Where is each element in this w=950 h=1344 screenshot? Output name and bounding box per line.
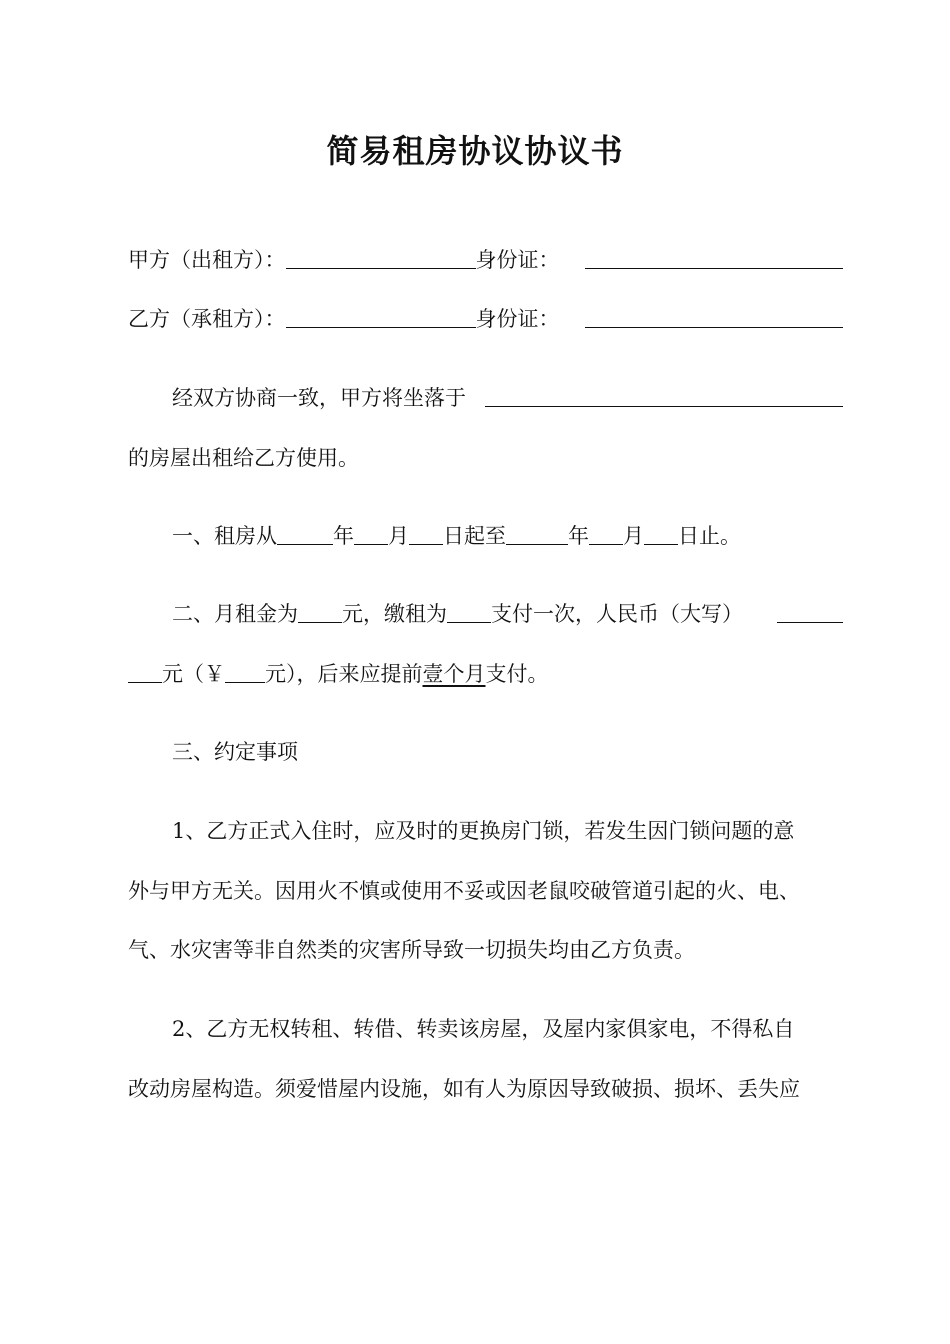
party-b-line: [128, 304, 843, 334]
clause-1-month-2: 月: [623, 524, 644, 548]
party-b-name-blank[interactable]: [286, 305, 476, 328]
clause-1-day-2: 日止。: [678, 524, 741, 548]
party-b-label: 乙方（承租方）：: [128, 307, 286, 331]
party-a-label: 甲方（出租方）：: [128, 248, 286, 272]
party-a-name-blank[interactable]: [286, 246, 476, 269]
party-b-id-blank[interactable]: [585, 327, 843, 328]
clause-2-suffix: 支付。: [485, 662, 549, 686]
clause-1-year-2: 年: [568, 524, 589, 548]
property-address-blank[interactable]: [485, 406, 843, 407]
clause-1-year-1: 年: [333, 524, 354, 548]
clause-3-item-1-line-3: [128, 935, 843, 965]
clause-2-yuan-2: 元（￥: [162, 662, 225, 686]
monthly-rent-blank[interactable]: [298, 600, 342, 623]
clause-1-month-1: 月: [388, 524, 409, 548]
clause-1-line: [128, 521, 843, 551]
party-a-id-blank[interactable]: [585, 268, 843, 269]
end-month-blank[interactable]: [589, 522, 623, 545]
start-month-blank[interactable]: [354, 522, 388, 545]
end-year-blank[interactable]: [506, 522, 568, 545]
clause-3-item-2-line-2: [128, 1074, 843, 1104]
clause-2-pay-once: 支付一次，人民币（大写）: [491, 602, 743, 626]
intro-text-1: 经双方协商一致，甲方将坐落于: [172, 386, 466, 410]
start-year-blank[interactable]: [277, 522, 333, 545]
party-a-line: [128, 245, 843, 275]
clause-3-heading: [128, 737, 843, 767]
intro-line-2: [128, 443, 843, 473]
intro-line-1: [128, 383, 843, 413]
clause-3-item-1-text-2: 外与甲方无关。因用火不慎或使用不妥或因老鼠咬破管道引起的火、电、: [128, 879, 800, 903]
intro-text-2: 的房屋出租给乙方使用。: [128, 446, 359, 470]
rent-capital-blank-2[interactable]: [128, 660, 162, 683]
clause-3-item-1-text-1: 1、乙方正式入住时，应及时的更换房门锁，若发生因门锁问题的意: [172, 819, 795, 843]
clause-3-item-2-text-2: 改动房屋构造。须爱惜屋内设施，如有人为原因导致破损、损坏、丢失应: [128, 1077, 800, 1101]
clause-2-line-1: [128, 599, 843, 629]
clause-3-item-2-text-1: 2、乙方无权转租、转借、转卖该房屋，及屋内家俱家电，不得私自: [172, 1017, 795, 1041]
clause-1-day-1: 日起至: [443, 524, 506, 548]
clause-1-prefix: 一、租房从: [172, 524, 277, 548]
clause-2-yuan-3: 元），后来应提前: [265, 662, 423, 686]
end-day-blank[interactable]: [644, 522, 678, 545]
payment-period-blank[interactable]: [447, 600, 491, 623]
clause-2-line-2: [128, 659, 843, 689]
start-day-blank[interactable]: [409, 522, 443, 545]
clause-2-prefix: 二、月租金为: [172, 602, 298, 626]
clause-2-advance: 壹个月: [422, 662, 486, 686]
clause-3-item-1-text-3: 气、水灾害等非自然类的灾害所导致一切损失均由乙方负责。: [128, 938, 695, 962]
rent-number-blank[interactable]: [225, 660, 265, 683]
party-b-id-label: 身份证：: [475, 307, 560, 331]
document-title: 简易租房协议协议书: [326, 132, 624, 170]
clause-2-yuan-1: 元，缴租为: [342, 602, 447, 626]
party-a-id-label: 身份证：: [475, 248, 560, 272]
clause-3-item-1-line-1: [128, 816, 843, 846]
clause-3-heading-text: 三、约定事项: [172, 740, 298, 764]
rent-capital-blank-1[interactable]: [777, 622, 843, 623]
clause-3-item-1-line-2: [128, 876, 843, 906]
clause-3-item-2-line-1: [128, 1014, 843, 1044]
